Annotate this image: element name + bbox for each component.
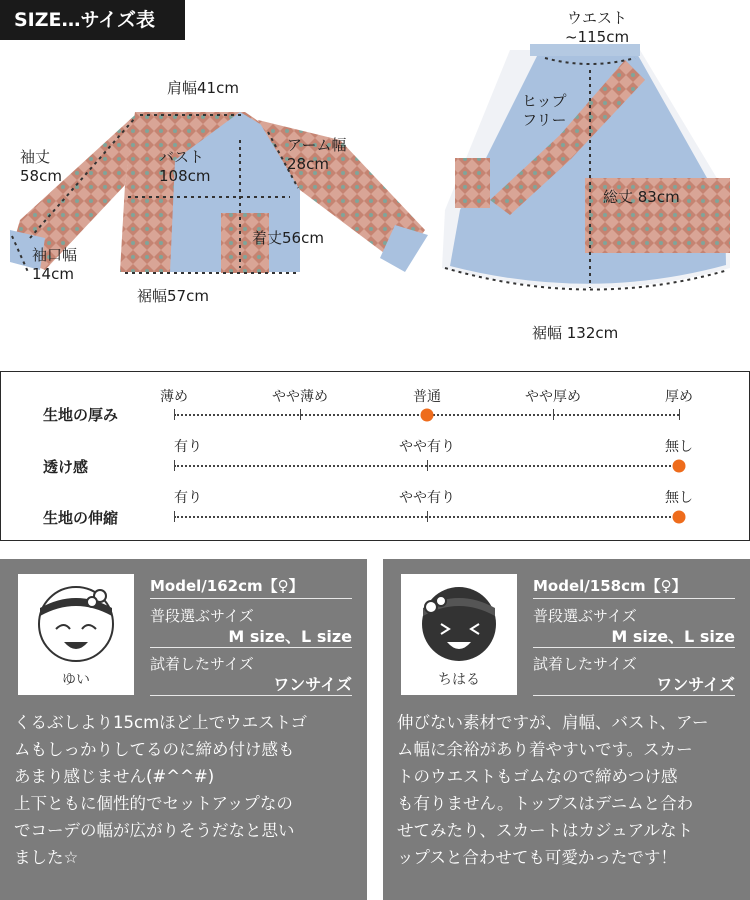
thickness-tick-mark-1 — [174, 409, 175, 420]
waist-label — [565, 9, 629, 47]
size-chart-tag: SIZE…サイズ表 — [0, 0, 185, 40]
stretch-tick-1: 有り — [174, 490, 202, 506]
arm-width-value: 28cm — [287, 155, 329, 173]
comment-line: あまり感じません(#^^#) — [14, 767, 215, 786]
sheerness-tick-3: 無し — [665, 439, 693, 455]
tried-size-value: ワンサイズ — [656, 675, 735, 694]
tried-size-label: 試着したサイズ — [533, 655, 637, 673]
model-title-chiharu: Model/158cm【♀】 — [533, 577, 687, 595]
thickness-tick-mark-5 — [679, 409, 680, 420]
sheerness-tick-mark-1 — [174, 460, 175, 471]
model-panel-chiharu — [383, 559, 750, 900]
thickness-label: 生地の厚み — [43, 406, 119, 424]
waist-value: ~115cm — [565, 28, 630, 46]
sheerness-label: 透け感 — [43, 458, 89, 476]
cuff-width-value: 14cm — [32, 265, 74, 283]
comment-line: ム幅に余裕があり着やすいです。スカー — [397, 740, 693, 759]
comment-line: せてみたり、スカートはカジュアルなト — [397, 821, 694, 840]
arm-width-label — [287, 136, 347, 174]
tried-size-value: ワンサイズ — [273, 675, 352, 694]
comment-line: ました☆ — [14, 848, 79, 867]
usual-size-rule — [533, 647, 735, 648]
bust-name: バスト — [159, 148, 205, 166]
thickness-tick-4: やや厚め — [525, 389, 581, 405]
tried-size-label: 試着したサイズ — [150, 655, 254, 673]
face-icon — [18, 574, 134, 674]
usual-size-label: 普段選ぶサイズ — [533, 607, 637, 625]
model-panel-yui — [0, 559, 367, 900]
comment-line: も有りません。トップスはデニムと合わ — [397, 794, 694, 813]
comment-line: くるぶしより15cmほど上でウエストゴ — [14, 713, 307, 732]
thickness-tick-3: 普通 — [413, 389, 441, 405]
skirt-left-panel — [455, 158, 490, 208]
thickness-tick-5: 厚め — [665, 389, 693, 405]
thickness-tick-2: やや薄め — [272, 389, 328, 405]
model-comment-chiharu — [397, 709, 709, 871]
hip-name: ヒップ — [522, 92, 567, 110]
model-title-rule — [533, 598, 735, 599]
stretch-tick-2: やや有り — [399, 490, 455, 506]
waist-name: ウエスト — [567, 9, 628, 27]
total-length-label: 総丈 83cm — [603, 188, 680, 206]
jacket-hem-label: 裾幅57cm — [137, 287, 209, 305]
sleeve-length-label — [20, 148, 62, 186]
comment-line: トのウエストもゴムなので締めつけ感 — [397, 767, 678, 786]
comment-line: ムもしっかりしてるのに締め付け感も — [14, 740, 295, 759]
stretch-tick-3: 無し — [665, 490, 693, 506]
tried-size-rule — [533, 695, 735, 696]
bust-label — [159, 148, 211, 186]
hip-value: フリー — [522, 111, 567, 129]
sheerness-tick-2: やや有り — [399, 439, 455, 455]
comment-line: でコーデの幅が広がりそうだなと思い — [14, 821, 295, 840]
arm-width-name: アーム幅 — [287, 136, 347, 154]
usual-size-value: M size、L size — [228, 627, 352, 646]
comment-line: 伸びない素材ですが、肩幅、バスト、アー — [397, 713, 709, 732]
thickness-tick-1: 薄め — [160, 389, 188, 405]
model-avatar-yui — [18, 574, 134, 695]
stretch-indicator-dot — [673, 511, 686, 524]
sleeve-length-value: 58cm — [20, 167, 62, 185]
skirt-hem-label: 裾幅 132cm — [532, 324, 619, 342]
skirt-illustration — [430, 40, 750, 325]
comment-line: ップスと合わせても可愛かったです！ — [397, 848, 677, 867]
hip-label — [522, 92, 567, 130]
thickness-tick-mark-4 — [553, 409, 554, 420]
stretch-label: 生地の伸縮 — [43, 509, 119, 527]
sheerness-tick-mark-2 — [427, 460, 428, 471]
model-name-chiharu: ちはる — [438, 672, 480, 688]
bust-value: 108cm — [159, 167, 211, 185]
stretch-tick-mark-2 — [427, 511, 428, 522]
model-title-rule — [150, 598, 352, 599]
stretch-tick-mark-1 — [174, 511, 175, 522]
tried-size-rule — [150, 695, 352, 696]
fabric-texture-panel — [0, 371, 750, 541]
model-comment-yui — [14, 709, 307, 871]
usual-size-rule — [150, 647, 352, 648]
shoulder-width-label: 肩幅41cm — [167, 79, 239, 97]
comment-line: 上下ともに個性的でセットアップなの — [14, 794, 293, 813]
thickness-indicator-dot — [421, 409, 434, 422]
thickness-tick-mark-2 — [300, 409, 301, 420]
sheerness-tick-1: 有り — [174, 439, 202, 455]
sheerness-indicator-dot — [673, 460, 686, 473]
model-avatar-chiharu — [401, 574, 517, 695]
jacket-length-label: 着丈56cm — [252, 229, 324, 247]
usual-size-value: M size、L size — [611, 627, 735, 646]
model-name-yui: ゆい — [62, 672, 90, 688]
face-icon — [401, 574, 517, 674]
cuff-width-label — [32, 246, 77, 284]
sleeve-length-name: 袖丈 — [20, 148, 51, 166]
cuff-width-name: 袖口幅 — [32, 246, 78, 264]
usual-size-label: 普段選ぶサイズ — [150, 607, 254, 625]
model-title-yui: Model/162cm【♀】 — [150, 577, 304, 595]
